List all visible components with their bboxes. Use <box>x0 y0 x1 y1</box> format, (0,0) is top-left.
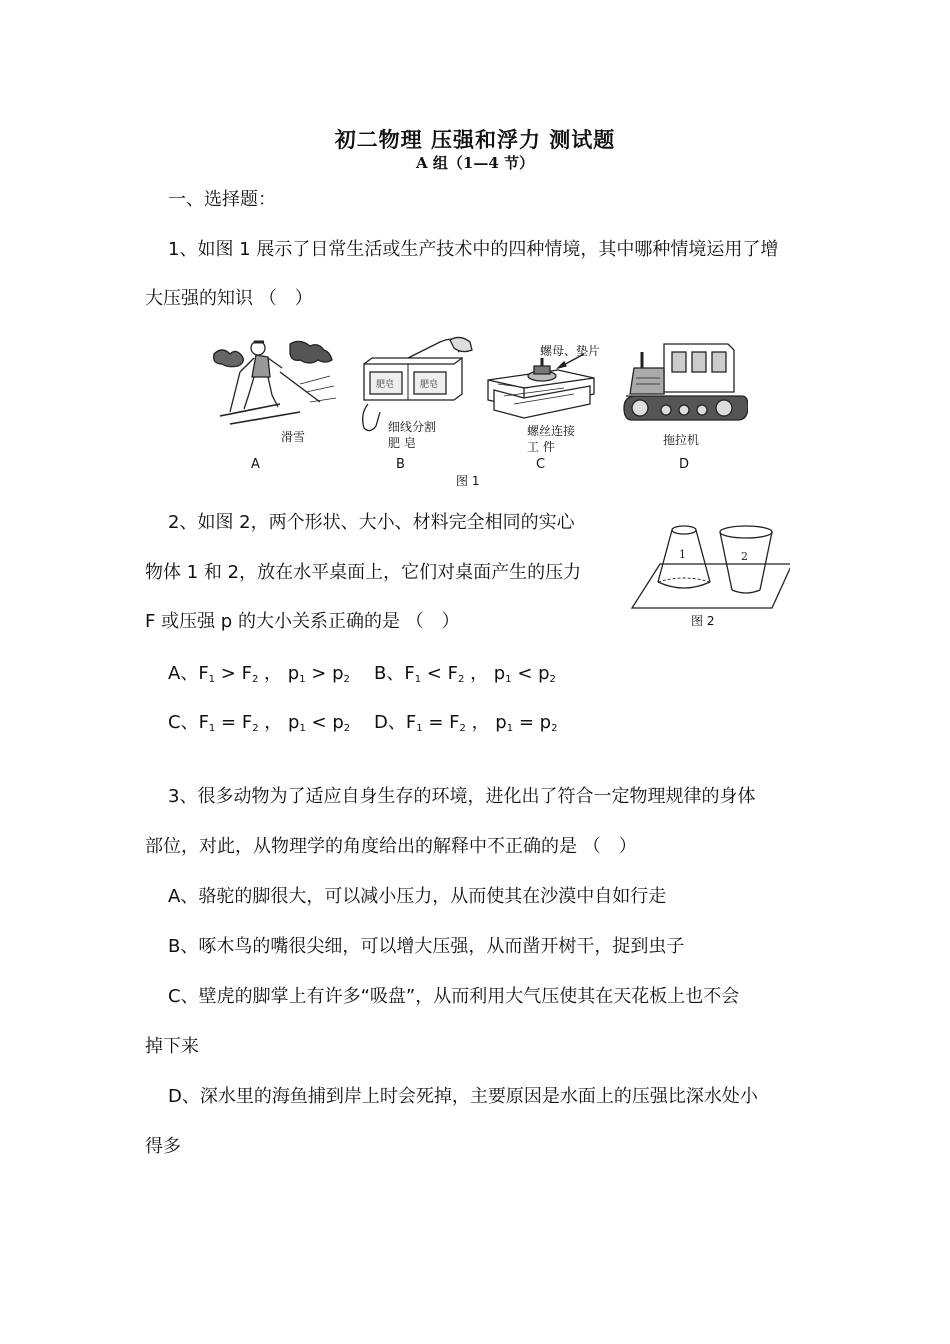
svg-text:肥皂: 肥皂 <box>420 380 439 390</box>
figure-1-caption: 图 1 <box>456 474 480 488</box>
frustums-illustration <box>630 522 790 612</box>
q3-option-a: A、骆驼的脚很大，可以减小压力，从而使其在沙漠中自如行走 <box>168 886 667 907</box>
q3-option-c-line1: C、壁虎的脚掌上有许多“吸盘”，从而利用大气压使其在天花板上也不会 <box>168 986 740 1007</box>
q2-option-d: D、$F_1 = F_2$ ， $p_1 = p_2$ <box>374 712 558 734</box>
q1-line2: 大压强的知识 （ ） <box>145 288 313 309</box>
svg-text:2: 2 <box>741 550 748 563</box>
soap-label-1: 细线分割 <box>388 420 437 434</box>
skier-illustration <box>210 334 340 434</box>
q3-line2: 部位，对此，从物理学的角度给出的解释中不正确的是 （ ） <box>145 836 637 857</box>
nut-label: 螺母、垫片 <box>540 344 601 358</box>
page-subtitle: A 组（1—4 节） <box>416 154 534 172</box>
svg-text:1: 1 <box>679 548 686 561</box>
option-letter-d: D <box>679 457 690 472</box>
q1-line1: 1、如图 1 展示了日常生活或生产技术中的四种情境，其中哪种情境运用了增 <box>168 239 779 260</box>
figure-2-caption: 图 2 <box>691 614 715 628</box>
screw-illustration <box>484 350 599 430</box>
ski-label: 滑雪 <box>281 430 306 444</box>
q3-option-d-line2: 得多 <box>145 1136 181 1157</box>
svg-text:肥皂: 肥皂 <box>376 380 395 390</box>
q2-option-c: C、$F_1 = F_2$ ， $p_1 < p_2$ <box>168 712 351 734</box>
q2-option-a: A、$F_1 > F_2$ ， $p_1 > p_2$ <box>168 663 350 685</box>
option-letter-c: C <box>536 457 546 472</box>
q3-option-c-line2: 掉下来 <box>145 1036 199 1057</box>
q2-line1: 2、如图 2，两个形状、大小、材料完全相同的实心 <box>168 512 575 533</box>
section-heading: 一、选择题： <box>168 189 276 210</box>
soap-label-2: 肥 皂 <box>388 436 416 450</box>
option-letter-a: A <box>251 457 260 472</box>
q2-line2: 物体 1 和 2，放在水平桌面上，它们对桌面产生的压力 <box>145 562 582 583</box>
q3-option-b: B、啄木鸟的嘴很尖细，可以增大压强，从而凿开树干，捉到虫子 <box>168 936 685 957</box>
q2-option-b: B、$F_1 < F_2$ ， $p_1 < p_2$ <box>374 663 556 685</box>
option-letter-b: B <box>396 457 405 472</box>
page-title: 初二物理 压强和浮力 测试题 <box>334 127 616 152</box>
q3-option-d-line1: D、深水里的海鱼捕到岸上时会死掉，主要原因是水面上的压强比深水处小 <box>168 1086 758 1107</box>
tractor-illustration <box>620 338 748 430</box>
screw-label-2: 工 件 <box>527 440 555 454</box>
tractor-label: 拖拉机 <box>663 433 700 447</box>
q3-line1: 3、很多动物为了适应自身生存的环境，进化出了符合一定物理规律的身体 <box>168 786 756 807</box>
q2-line3: F 或压强 p 的大小关系正确的是 （ ） <box>145 611 460 632</box>
screw-label-1: 螺丝连接 <box>527 424 576 438</box>
